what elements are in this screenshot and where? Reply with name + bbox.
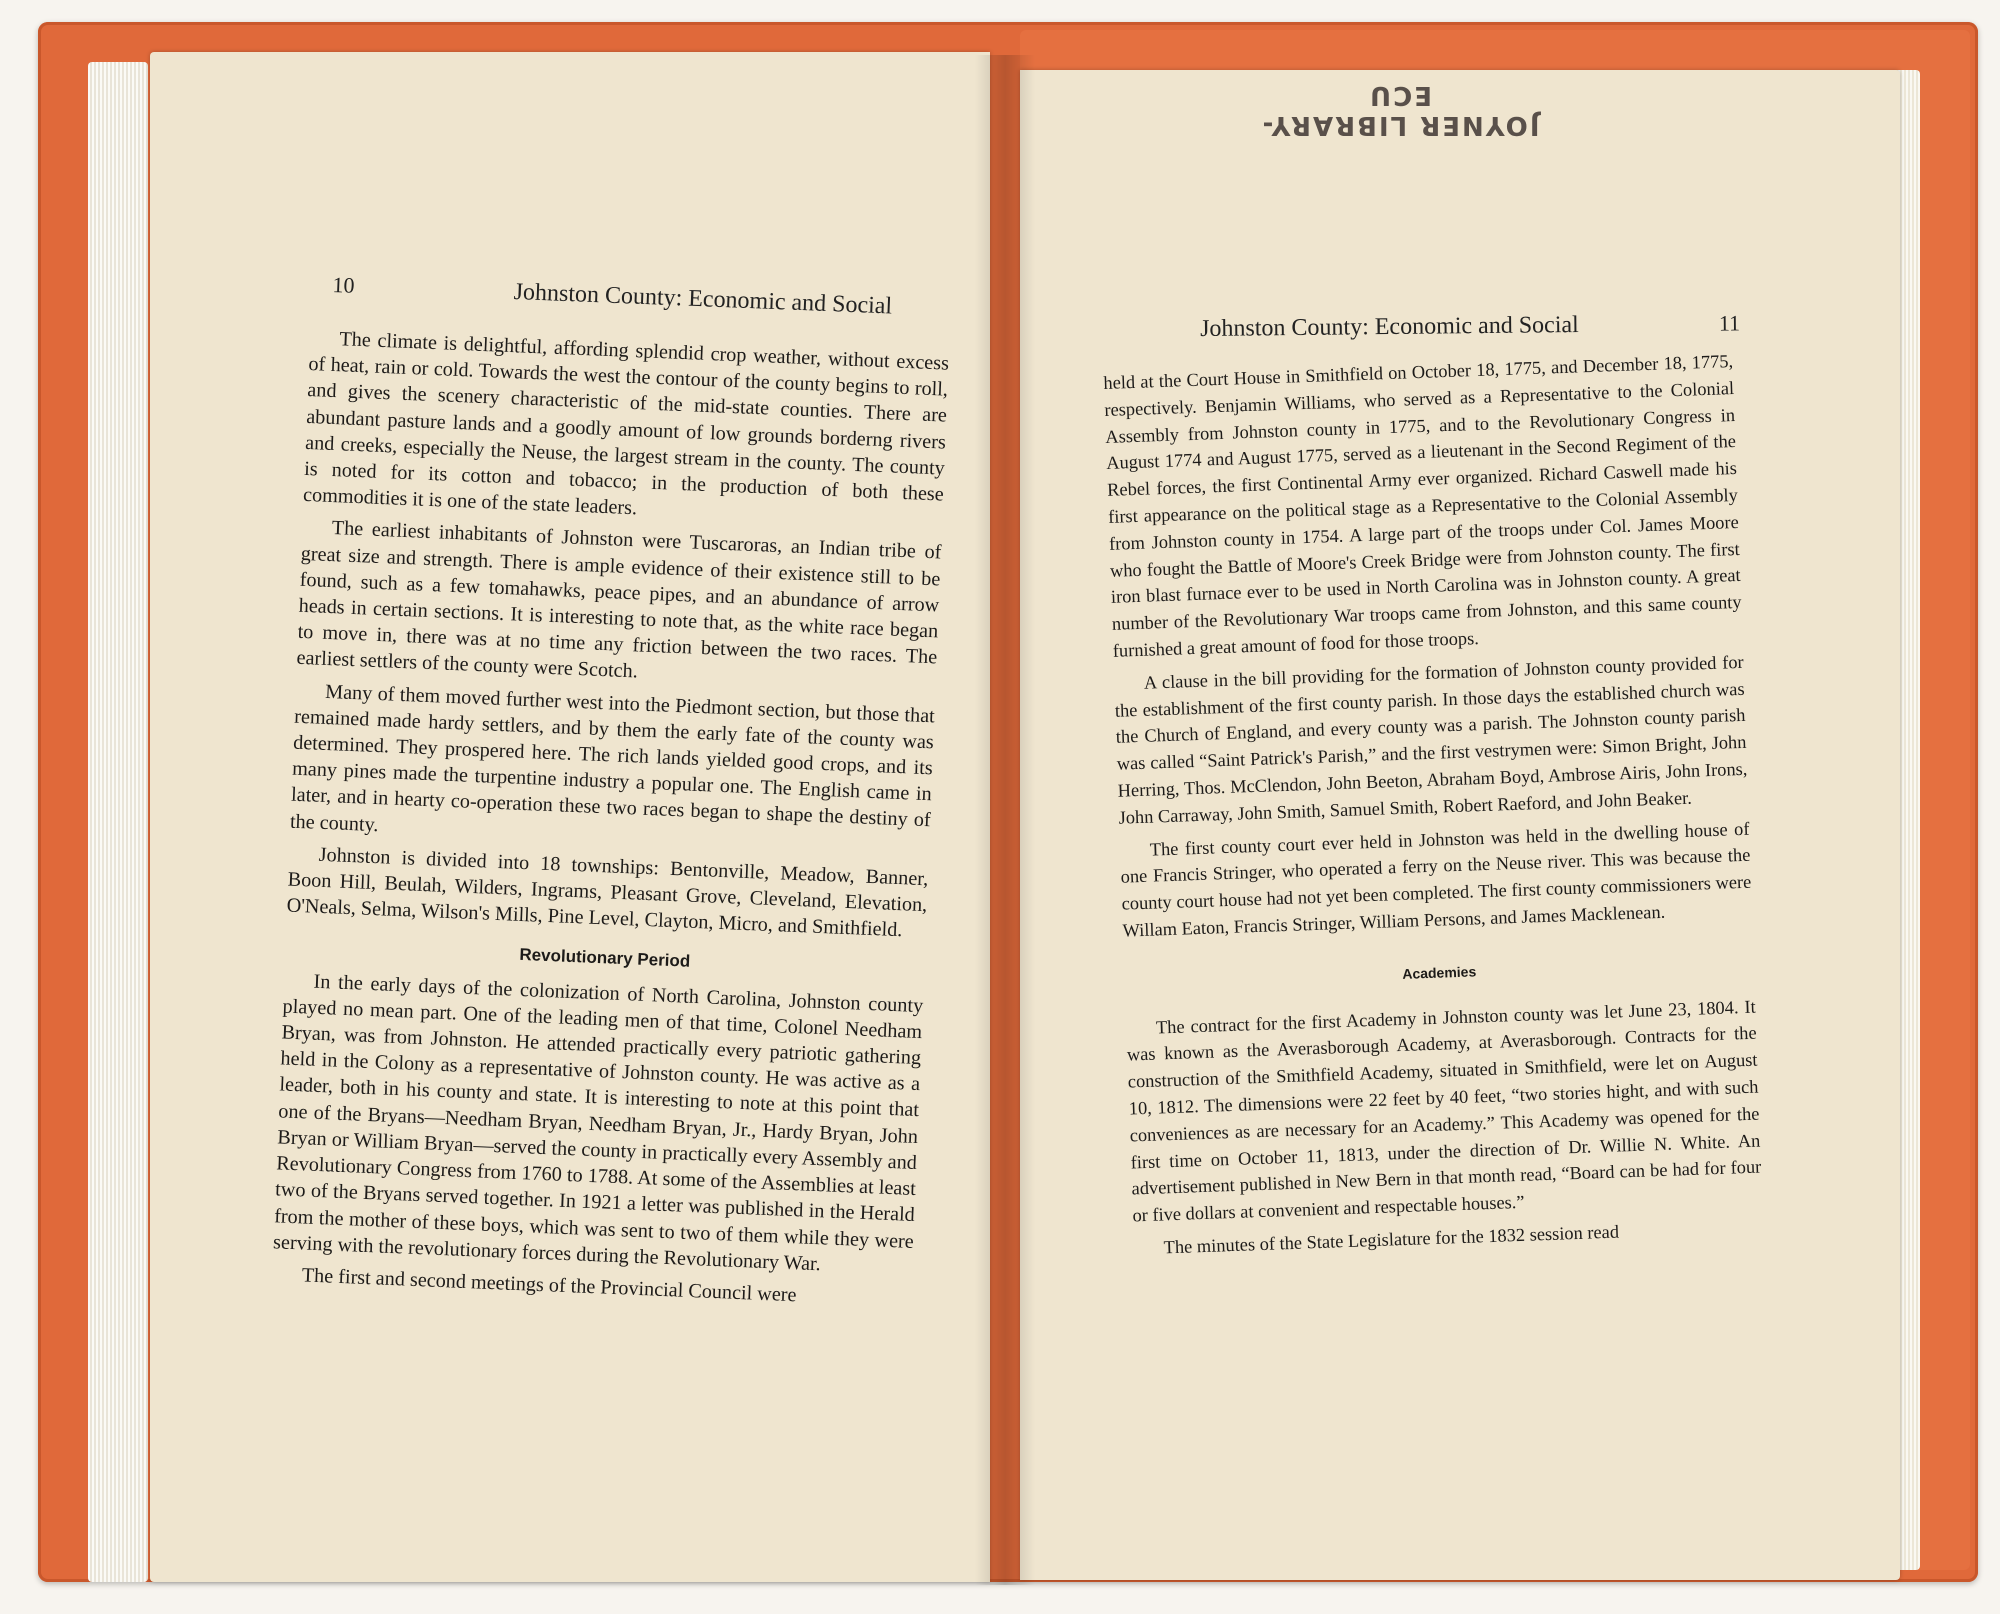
paragraph: The climate is delightful, affording splendid crop weather, without excess of heat, rain or cold. Towards the west the contour of the county begins to roll, and gives the scenery characteristic of the mid-state counties. There are abundant pasture lands and a goodly amount of low grounds borderng rivers and creeks, especially the Neuse, the largest stream in the county. The county is noted for its cotton and tobacco; in the production of both these commodities it is one of the state leaders. (302, 328, 950, 520)
paragraph: The minutes of the State Legislature for the 1832 session read (1163, 1221, 1620, 1258)
paragraph: Many of them moved further west into the Piedmont section, but those that remained made hardy settlers, and by them the early fate of the county was determined. They prospered here. The rich lands yielded good crops, and its many pines made the turpentine industry a popular one. The English came in later, and in hearty co-operation these two races began to shape the destiny of the county. (289, 680, 936, 836)
left-page-number: 10 (332, 272, 355, 298)
paragraph: held at the Court House in Smithfield on October 18, 1775, and December 18, 1775, respectively. Benjamin Williams, who served as a Representative to the Colonial Assembly from Johnston county in 1775, and to the Revolutionary Congress in August 1774 and August 1775, served as a lieutenant in the Second Regiment of the Rebel forces, the first Continental Army ever organized. Richard Caswell made his first appearance on the political stage as a Representative to the Colonial Assembly from Johnston county in 1754. A large part of the troops under Col. James Moore who fought the Battle of Moore's Creek Bridge were from Johnston county. The first iron blast furnace ever to be used in North Carolina was in Johnston county. A great number of the Revolutionary War troops came from Johnston, and this same county furnished a great amount of food for those troops. (1103, 351, 1742, 661)
right-page-number: 11 (1718, 310, 1741, 336)
page-edges-left (88, 62, 148, 1582)
paragraph: A clause in the bill providing for the formation of Johnston county provided for the establishment of the first county parish. In those days the established church was the Church of England, and every county was a parish. The Johnston county parish was called “Saint Patrick's Parish,” and the first vestrymen were: Simon Bright, John Herring, Thos. McClendon, John Beeton, Abraham Boyd, Ambrose Airis, John Irons, John Carraway, John Smith, Samuel Smith, Robert Raeford, and John Beaker. (1114, 651, 1748, 828)
paragraph: In the early days of the colonization of North Carolina, Johnston county played no mean part. One of the leading men of that time, Colonel Needham Bryan, was from Johnston. He attended practically every patriotic gathering held in the Colony as a representative of Johnston county. He was active as a leader, both in his county and state. It is interesting to note at this point that one of the Bryans—Needham Bryan, Needham Bryan, Jr., Hardy Bryan, John Bryan or William Bryan—served the county in practically every Assembly and Revolutionary Congress from 1760 to 1788. At some of the Assemblies at least two of the Bryans served together. In 1921 a letter was published in the Herald from the mother of these boys, which was sent to two of them while they were serving with the revolutionary forces during the Revolutionary War. (272, 970, 924, 1275)
right-running-head (1200, 310, 1740, 343)
section-heading: Revolutionary Period (519, 945, 691, 972)
left-page-text (271, 325, 949, 1313)
paragraph: Johnston is divided into 18 townships: Bentonville, Meadow, Banner, Boon Hill, Beulah, Wilders, Ingrams, Pleasant Grove, Cleveland, Elevation, O'Neals, Selma, Wilson's Mills, Pine Level, Clayton, Micro, and Smithfield. (286, 843, 929, 942)
paragraph: The first and second meetings of the Provincial Council were (301, 1264, 797, 1307)
left-running-title: Johnston County: Economic and Social (513, 278, 893, 320)
paragraph: The earliest inhabitants of Johnston were Tuscaroras, an Indian tribe of great size and strength. There is ample evidence of their existence still to be found, such as a few tomahawks, peace pipes, and an abundance of arrow heads in certain sections. It is interesting to note that, as the white race began to move in, there was at no time any friction between the two races. The earliest settlers of the county were Scotch. (296, 517, 942, 683)
library-stamp: JOYNER LIBRARY-ECU (1260, 80, 1540, 140)
right-running-title: Johnston County: Economic and Social (1200, 312, 1579, 342)
paragraph: The contract for the first Academy in Johnston county was let June 23, 1804. It was known as the Averasborough Academy, at Averasborough. Contracts for the construction of the Smithfield Academy, situated in Smithfield, were let on August 10, 1812. The dimensions were 22 feet by 40 feet, “two stories hight, and with such conveniences as are necessary for an Academy.” This Academy was opened for the first time on October 11, 1813, under the direction of Dr. Willie N. White. An advertisement published in New Bern in that month read, “Board can be had for four or five dollars at convenient and respectable houses.” (1126, 996, 1762, 1226)
right-page-text (1103, 348, 1764, 1262)
section-heading: Academies (1402, 963, 1477, 982)
spine-shadow (975, 55, 1035, 1585)
paragraph: The first county court ever held in Johnston was held in the dwelling house of one Francis Stringer, who operated a ferry on the Neuse river. This was because the county court house had not yet been completed. The first county commissioners were Willam Eaton, Francis Stringer, William Persons, and James Macklenean. (1120, 818, 1752, 941)
